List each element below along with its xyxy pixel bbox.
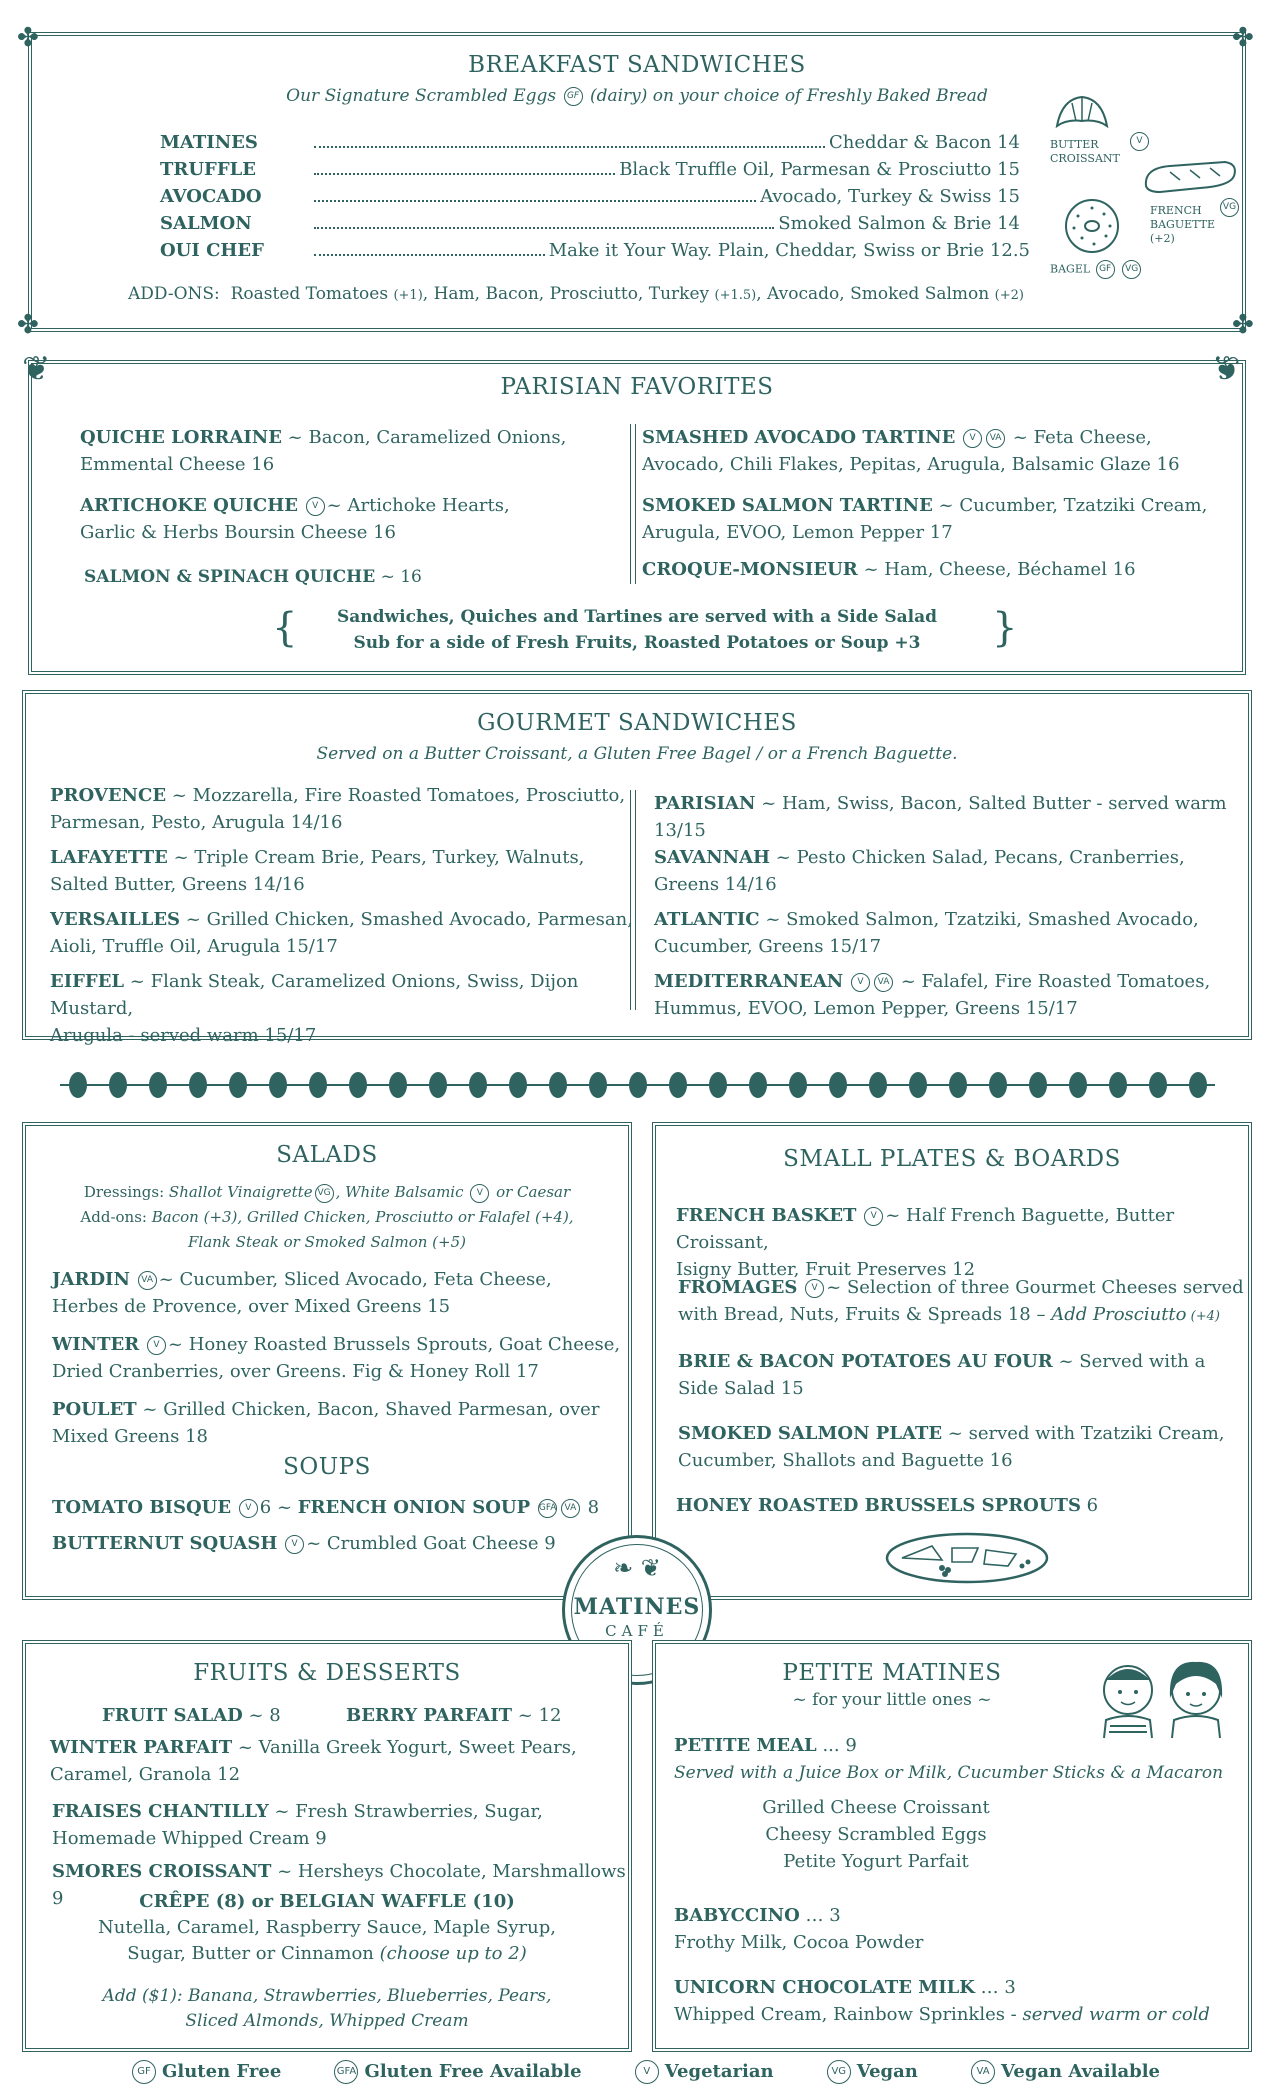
menu-item-matines	[160, 132, 1020, 159]
parisian-sandwich	[654, 790, 1244, 844]
item-name: JARDIN	[52, 1269, 130, 1290]
item-desc: ~ Selection of three Gourmet Cheeses served	[826, 1277, 1244, 1298]
v-badge-icon: V	[285, 1535, 304, 1554]
crepe-waffle	[26, 1889, 628, 1967]
item-desc: Nutella, Caramel, Raspberry Sauce, Maple Syrup,	[98, 1917, 556, 1938]
column-divider	[630, 790, 636, 1010]
eiffel	[50, 968, 650, 1049]
legend-item	[332, 2060, 581, 2084]
v-badge-icon: V	[635, 2060, 659, 2084]
v-badge-icon: V	[805, 1279, 824, 1298]
item-name: FRAISES CHANTILLY	[52, 1801, 269, 1822]
item-desc: ~ Grilled Chicken, Smashed Avocado, Parmesan,	[180, 909, 633, 930]
item-desc: Served with a Juice Box or Milk, Cucumber Sticks & a Macaron	[674, 1763, 1224, 1783]
item-desc: Frothy Milk, Cocoa Powder	[674, 1932, 924, 1953]
fruits-title: FRUITS & DESSERTS	[193, 1660, 461, 1686]
item-desc: Side Salad 15	[678, 1378, 804, 1399]
item-desc: ~ served with Tzatziki Cream,	[942, 1423, 1225, 1444]
addon-text: , Avocado, Smoked Salmon	[756, 284, 990, 304]
va-badge-icon: VA	[986, 429, 1005, 448]
item-name: CROQUE-MONSIEUR	[642, 559, 858, 580]
menu-item-truffle	[160, 159, 1020, 186]
item-desc: ~ Honey Roasted Brussels Sprouts, Goat Cheese,	[167, 1334, 621, 1355]
small-plates-section	[652, 1122, 1252, 1600]
item-desc: 6	[1080, 1495, 1099, 1516]
addon-price: (+2)	[994, 288, 1024, 303]
leader-dots	[314, 200, 756, 202]
addon-text: Sliced Almonds, Whipped Cream	[185, 2011, 469, 2031]
baguette-text: FRENCH BAGUETTE (+2)	[1150, 204, 1216, 245]
gf-badge-icon: GF	[132, 2060, 156, 2084]
va-badge-icon: VA	[971, 2060, 995, 2084]
meal-option: Petite Yogurt Parfait	[783, 1851, 969, 1872]
dress-text: , White Balsamic	[335, 1183, 464, 1201]
item-desc: Aioli, Truffle Oil, Arugula 15/17	[50, 936, 338, 957]
item-name: VERSAILLES	[50, 909, 181, 930]
v-badge-icon: V	[147, 1336, 166, 1355]
versailles	[50, 906, 640, 960]
item-name: FRENCH ONION SOUP	[297, 1497, 531, 1518]
item-desc: ~ Cucumber, Tzatziki Cream,	[932, 495, 1208, 516]
item-desc: ~ Mozzarella, Fire Roasted Tomatoes, Prosciutto,	[166, 785, 626, 806]
petite-title: PETITE MATINES	[782, 1660, 1002, 1686]
subtitle-pre: Our Signature Scrambled Eggs	[286, 86, 557, 106]
leader-dots	[314, 227, 774, 229]
item-desc: Whipped Cream, Rainbow Sprinkles -	[674, 2004, 1023, 2025]
laurel-icon: ❧ ❦	[613, 1554, 661, 1582]
addon-text: Roasted Tomatoes	[230, 284, 389, 304]
fruit-salad	[102, 1702, 281, 1729]
parisian-title: PARISIAN FAVORITES	[500, 374, 774, 400]
savannah	[654, 844, 1244, 898]
vg-badge-icon: VG	[315, 1184, 334, 1203]
column-divider	[630, 424, 636, 584]
note-line: Sub for a side of Fresh Fruits, Roasted Potatoes or Soup +3	[353, 633, 921, 653]
breakfast-title: BREAKFAST SANDWICHES	[468, 52, 806, 78]
item-desc: ~ 16	[375, 567, 422, 587]
item-desc: ~ Fresh Strawberries, Sugar,	[268, 1801, 543, 1822]
vg-badge-icon: VG	[1220, 198, 1239, 217]
item-desc: Cheddar & Bacon 14	[829, 132, 1020, 153]
item-desc: Dried Cranberries, over Greens. Fig & Honey Roll 17	[52, 1361, 539, 1382]
addon-text: Flank Steak or Smoked Salmon (+5)	[188, 1233, 466, 1251]
item-name: WINTER	[52, 1334, 140, 1355]
v-badge-icon: V	[864, 1207, 883, 1226]
bagel-label	[1050, 260, 1143, 279]
corner-ornament-icon: ✤	[17, 23, 39, 53]
bracket-left-icon: {	[272, 605, 298, 651]
leaf-ornament-icon: ❦	[22, 349, 51, 389]
item-price: … 3	[799, 1905, 841, 1926]
mediterranean	[654, 968, 1244, 1022]
petite-section	[652, 1640, 1252, 2052]
v-badge-icon: V	[239, 1499, 258, 1518]
item-desc: ~ Falafel, Fire Roasted Tomatoes,	[895, 971, 1211, 992]
menu-item-avocado	[160, 186, 1020, 213]
bagel-text: BAGEL	[1050, 262, 1091, 276]
item-desc: ~ Flank Steak, Caramelized Onions, Swiss, Dijon Mustard,	[50, 971, 579, 1019]
leader-dots	[314, 146, 825, 148]
item-desc: Avocado, Turkey & Swiss 15	[760, 186, 1020, 207]
croissant-icon	[1052, 91, 1112, 136]
item-desc: Sugar, Butter or Cinnamon	[127, 1943, 374, 1964]
v-badge-icon: V	[306, 497, 325, 516]
v-badge-icon: V	[470, 1184, 489, 1203]
item-name: BUTTERNUT SQUASH	[52, 1533, 278, 1554]
item-name: SMOKED SALMON TARTINE	[642, 495, 933, 516]
item-desc: Homemade Whipped Cream 9	[52, 1828, 327, 1849]
item-desc: ~ Ham, Swiss, Bacon, Salted Butter - served warm 13/15	[654, 793, 1227, 841]
french-basket	[676, 1202, 1246, 1283]
legend-item	[969, 2060, 1160, 2084]
item-name: AVOCADO	[160, 186, 262, 207]
gfa-badge-icon: GFA	[538, 1499, 557, 1518]
item-name: TOMATO BISQUE	[52, 1497, 232, 1518]
addon-label: Add-ons:	[80, 1208, 147, 1226]
item-name: MEDITERRANEAN	[654, 971, 844, 992]
breakfast-addons	[128, 281, 1024, 309]
leader-dots	[314, 254, 545, 256]
item-desc: Arugula, EVOO, Lemon Pepper 17	[642, 522, 953, 543]
fromages	[678, 1274, 1248, 1330]
note-line: Sandwiches, Quiches and Tartines are served with a Side Salad	[336, 607, 938, 627]
legend-label: Vegetarian	[664, 2061, 774, 2082]
babyccino	[674, 1902, 1244, 1956]
item-desc: ~ Served with a	[1052, 1351, 1206, 1372]
item-name: OUI CHEF	[160, 240, 264, 261]
gf-badge-icon: GF	[1096, 260, 1115, 279]
item-name: BABYCCINO	[674, 1905, 800, 1926]
item-desc: ~ Half French Baguette, Butter Croissant,	[676, 1205, 1175, 1253]
provence	[50, 782, 640, 836]
legend-item	[130, 2060, 281, 2084]
item-name: EIFFEL	[50, 971, 125, 992]
item-desc: (choose up to 2)	[373, 1943, 527, 1964]
legend-item	[633, 2060, 774, 2084]
item-desc: ~ Triple Cream Brie, Pears, Turkey, Walnuts,	[167, 847, 585, 868]
item-name: SMOKED SALMON PLATE	[678, 1423, 943, 1444]
dress-label: Dressings:	[83, 1183, 165, 1201]
parisian-note	[32, 604, 1242, 656]
item-desc: ~ Hersheys Chocolate, Marshmallows 9	[52, 1861, 626, 1909]
salad-winter	[52, 1331, 632, 1385]
subtitle-post: (dairy) on your choice of Freshly Baked Bread	[589, 86, 988, 106]
item-desc: ~ Pesto Chicken Salad, Pecans, Cranberries,	[770, 847, 1185, 868]
item-desc: Cucumber, Greens 15/17	[654, 936, 882, 957]
item-desc: Caramel, Granola 12	[50, 1764, 241, 1785]
item-desc: ~ Grilled Chicken, Bacon, Shaved Parmesan, over	[136, 1399, 600, 1420]
item-desc: Mixed Greens 18	[52, 1426, 208, 1447]
item-name: MATINES	[160, 132, 258, 153]
addons-label: ADD-ONS:	[128, 284, 220, 304]
gfa-badge-icon: GFA	[334, 2060, 358, 2084]
legend-item	[825, 2060, 918, 2084]
logo-line-2: CAFÉ	[605, 1622, 669, 1640]
corner-ornament-icon: ✤	[1232, 23, 1254, 53]
item-name: FROMAGES	[678, 1277, 798, 1298]
corner-ornament-icon: ✤	[17, 310, 39, 340]
item-price: ~ 8	[242, 1705, 281, 1726]
item-name: UNICORN CHOCOLATE MILK	[674, 1977, 975, 1998]
legend-label: Gluten Free	[162, 2061, 282, 2082]
meal-option: Grilled Cheese Croissant	[762, 1797, 990, 1818]
item-desc: ~ Bacon, Caramelized Onions,	[281, 427, 567, 448]
soup-line-1	[52, 1494, 632, 1521]
item-desc: served warm or cold	[1022, 2004, 1210, 2025]
legend-label: Gluten Free Available	[364, 2061, 582, 2082]
gourmet-section	[22, 690, 1252, 1046]
dress-text: or Caesar	[496, 1183, 571, 1201]
item-price: 8	[587, 1497, 600, 1518]
dietary-legend	[130, 2060, 1160, 2084]
item-desc: Emmental Cheese 16	[80, 454, 275, 475]
item-name: FRENCH BASKET	[676, 1205, 857, 1226]
petite-meal-options	[656, 1794, 1096, 1875]
petite-subtitle: ~ for your little ones ~	[792, 1690, 992, 1710]
item-price: ~ 12	[512, 1705, 562, 1726]
leader-dots	[314, 173, 615, 175]
brie-bacon-potatoes	[678, 1348, 1248, 1402]
item-desc: ~ Feta Cheese,	[1007, 427, 1152, 448]
logo-line-1: MATINES	[573, 1594, 701, 1620]
va-badge-icon: VA	[874, 973, 893, 992]
addon-price: (+1.5)	[714, 288, 757, 303]
salad-poulet	[52, 1396, 632, 1450]
item-name: HONEY ROASTED BRUSSELS SPROUTS	[676, 1495, 1081, 1516]
salmon-spinach-quiche	[84, 564, 644, 591]
item-name: PARISIAN	[654, 793, 756, 814]
menu-item-salmon	[160, 213, 1020, 240]
atlantic	[654, 906, 1244, 960]
v-badge-icon: V	[963, 429, 982, 448]
item-name: CRÊPE (8) or BELGIAN WAFFLE (10)	[139, 1891, 515, 1912]
item-desc: ~ Smoked Salmon, Tzatziki, Smashed Avocado,	[759, 909, 1199, 930]
parisian-section	[28, 360, 1246, 675]
cheese-board-icon	[882, 1526, 1052, 1588]
item-desc: Isigny Butter, Fruit Preserves 12	[676, 1259, 976, 1280]
dessert-addons	[26, 1984, 628, 2034]
item-desc: ~ Artichoke Hearts,	[326, 495, 510, 516]
gourmet-title: GOURMET SANDWICHES	[477, 710, 797, 736]
item-name: BERRY PARFAIT	[346, 1705, 513, 1726]
item-name: ARTICHOKE QUICHE	[80, 495, 298, 516]
meal-option: Cheesy Scrambled Eggs	[765, 1824, 987, 1845]
va-badge-icon: VA	[561, 1499, 580, 1518]
item-price: (+4)	[1186, 1309, 1220, 1324]
corner-ornament-icon: ✤	[1232, 310, 1254, 340]
menu-item-oui-chef	[160, 240, 1030, 267]
item-name: WINTER PARFAIT	[50, 1737, 233, 1758]
item-price: 6	[259, 1497, 272, 1518]
salad-dressings	[26, 1180, 628, 1255]
item-name: BRIE & BACON POTATOES AU FOUR	[678, 1351, 1053, 1372]
winter-parfait	[50, 1734, 630, 1788]
item-desc: Salted Butter, Greens 14/16	[50, 874, 305, 895]
smoked-salmon-plate	[678, 1420, 1248, 1474]
soups-title: SOUPS	[283, 1454, 371, 1480]
baguette-label	[1150, 204, 1230, 246]
item-desc: ~ Cucumber, Sliced Avocado, Feta Cheese,	[158, 1269, 552, 1290]
croissant-label	[1050, 138, 1140, 166]
salad-jardin	[52, 1266, 622, 1320]
gourmet-subtitle: Served on a Butter Croissant, a Gluten Free Bagel / or a French Baguette.	[316, 744, 958, 764]
item-name: QUICHE LORRAINE	[80, 427, 282, 448]
item-desc: Avocado, Chili Flakes, Pepitas, Arugula, Balsamic Glaze 16	[642, 454, 1180, 475]
smashed-avocado-tartine	[642, 424, 1222, 478]
item-name: PETITE MEAL	[674, 1735, 817, 1756]
item-desc: Greens 14/16	[654, 874, 777, 895]
honey-roasted-brussels-sprouts	[676, 1492, 1246, 1519]
item-name: ATLANTIC	[654, 909, 760, 930]
leaf-ornament-icon: ❦	[1212, 349, 1241, 389]
item-name: SMORES CROISSANT	[52, 1861, 272, 1882]
vg-badge-icon: VG	[1122, 260, 1141, 279]
item-desc: ~ Crumbled Goat Cheese 9	[306, 1533, 556, 1554]
item-desc: Black Truffle Oil, Parmesan & Prosciutto 15	[619, 159, 1020, 180]
item-desc: Hummus, EVOO, Lemon Pepper, Greens 15/17	[654, 998, 1078, 1019]
small-plates-title: SMALL PLATES & BOARDS	[783, 1146, 1121, 1172]
baguette-icon	[1140, 156, 1240, 196]
bagel-icon	[1062, 196, 1122, 256]
item-desc: Arugula - served warm 15/17	[50, 1025, 317, 1046]
salads-section	[22, 1122, 632, 1600]
item-name: SAVANNAH	[654, 847, 771, 868]
artichoke-quiche	[80, 492, 640, 546]
quiche-lorraine	[80, 424, 640, 478]
item-desc: Smoked Salmon & Brie 14	[778, 213, 1020, 234]
item-desc: ~ Ham, Cheese, Béchamel 16	[857, 559, 1136, 580]
item-name: FRUIT SALAD	[102, 1705, 243, 1726]
item-desc: Herbes de Provence, over Mixed Greens 15	[52, 1296, 451, 1317]
addon-text: Add ($1): Banana, Strawberries, Blueberries, Pears,	[102, 1986, 552, 2006]
smoked-salmon-tartine	[642, 492, 1222, 546]
item-name: SALMON & SPINACH QUICHE	[84, 567, 376, 587]
bracket-right-icon: }	[992, 605, 1018, 651]
lafayette	[50, 844, 640, 898]
v-badge-icon: V	[1130, 132, 1149, 151]
item-name: SMASHED AVOCADO TARTINE	[642, 427, 956, 448]
item-desc: Cucumber, Shallots and Baguette 16	[678, 1450, 1013, 1471]
item-desc: with Bread, Nuts, Fruits & Spreads 18 –	[678, 1304, 1046, 1325]
croissant-text: BUTTER CROISSANT	[1050, 138, 1120, 165]
salads-title: SALADS	[276, 1142, 378, 1168]
fraises-chantilly	[52, 1798, 632, 1852]
berry-parfait	[346, 1702, 562, 1729]
addon-text: , Ham, Bacon, Prosciutto, Turkey	[422, 284, 710, 304]
kids-faces-icon	[1088, 1654, 1238, 1739]
legend-label: Vegan Available	[1001, 2061, 1160, 2082]
separator: ~	[271, 1497, 298, 1518]
item-name: PROVENCE	[50, 785, 167, 806]
croque-monsieur	[642, 556, 1222, 583]
breakfast-section	[28, 32, 1246, 332]
item-price: … 3	[974, 1977, 1016, 1998]
petite-meal	[674, 1732, 1244, 1787]
v-badge-icon: V	[851, 973, 870, 992]
addon-text: Bacon (+3), Grilled Chicken, Prosciutto or Falafel (+4),	[151, 1208, 574, 1226]
unicorn-chocolate-milk	[674, 1974, 1249, 2028]
legend-label: Vegan	[856, 2061, 918, 2082]
dress-text: Shallot Vinaigrette	[168, 1183, 313, 1201]
vg-badge-icon: VG	[827, 2060, 851, 2084]
item-name: LAFAYETTE	[50, 847, 168, 868]
va-badge-icon: VA	[138, 1271, 157, 1290]
item-desc: Make it Your Way. Plain, Cheddar, Swiss or Brie 12.5	[548, 240, 1030, 261]
item-desc: Parmesan, Pesto, Arugula 14/16	[50, 812, 343, 833]
gf-badge-icon: GF	[564, 87, 583, 106]
soup-line-2	[52, 1530, 632, 1557]
item-name: SALMON	[160, 213, 252, 234]
item-name: TRUFFLE	[160, 159, 256, 180]
item-price: ... 9	[816, 1735, 857, 1756]
item-name: POULET	[52, 1399, 137, 1420]
addon-price: (+1)	[393, 288, 423, 303]
decorative-divider	[60, 1065, 1215, 1105]
item-desc: ~ Vanilla Greek Yogurt, Sweet Pears,	[232, 1737, 577, 1758]
item-desc: Garlic & Herbs Boursin Cheese 16	[80, 522, 396, 543]
item-desc: Add Prosciutto	[1045, 1304, 1187, 1325]
